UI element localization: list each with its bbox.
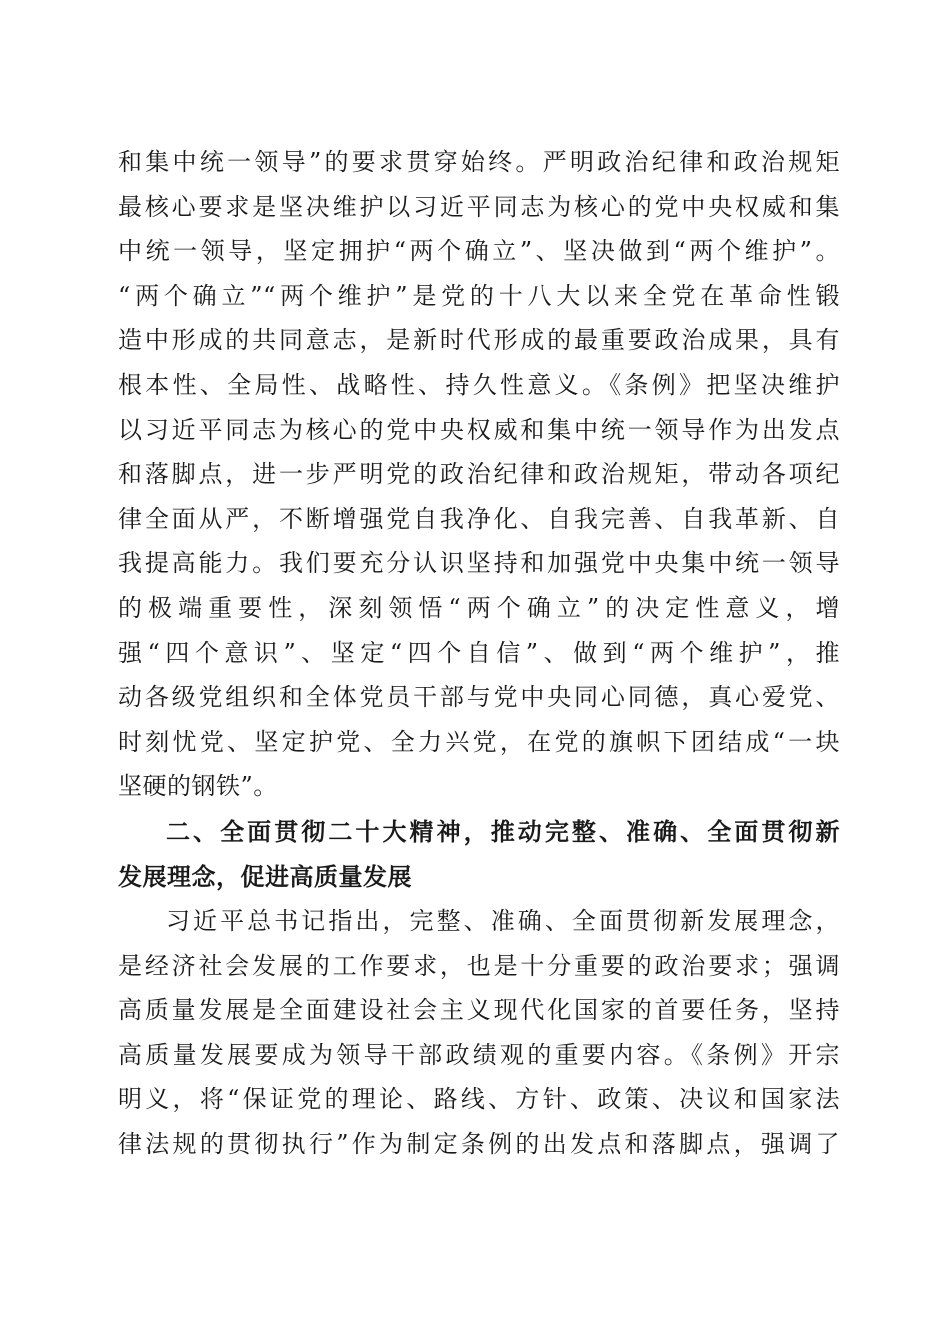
paragraph-line: 根本性、全局性、战略性、持久性意义。《条例》把坚决维护	[118, 370, 840, 399]
paragraph-line: 的极端重要性，深刻领悟“两个确立”的决定性意义，增	[118, 593, 840, 622]
paragraph-line: 时刻忧党、坚定护党、全力兴党，在党的旗帜下团结成“一块	[118, 727, 840, 756]
paragraph-line: 高质量发展要成为领导干部政绩观的重要内容。《条例》开宗	[118, 1040, 840, 1069]
paragraph-line: 律法规的贯彻执行”作为制定条例的出发点和落脚点，强调了	[118, 1129, 840, 1158]
heading-line: 发展理念，促进高质量发展	[118, 862, 412, 891]
paragraph-line: 习近平总书记指出，完整、准确、全面贯彻新发展理念，	[166, 907, 840, 935]
paragraph-line: 高质量发展是全面建设社会主义现代化国家的首要任务，坚持	[118, 996, 840, 1025]
paragraph-line: 是经济社会发展的工作要求，也是十分重要的政治要求；强调	[118, 951, 840, 980]
paragraph-line: 和集中统一领导”的要求贯穿始终。严明政治纪律和政治规矩	[118, 148, 840, 176]
paragraph-line: 我提高能力。我们要充分认识坚持和加强党中央集中统一领导	[118, 549, 840, 578]
paragraph-line: 律全面从严，不断增强党自我净化、自我完善、自我革新、自	[118, 504, 840, 533]
section-heading-2	[118, 810, 840, 899]
paragraph-line: 动各级党组织和全体党员干部与党中央同心同德，真心爱党、	[118, 683, 840, 712]
paragraph-line: 强“四个意识”、坚定“四个自信”、做到“两个维护”，推	[118, 638, 840, 667]
paragraph-line: 以习近平同志为核心的党中央权威和集中统一领导作为出发点	[118, 415, 840, 444]
body-paragraph-1	[118, 140, 840, 809]
paragraph-line: “两个确立”“两个维护”是党的十八大以来全党在革命性锻	[118, 281, 840, 310]
paragraph-line: 坚硬的钢铁”。	[118, 772, 278, 801]
body-paragraph-2	[118, 899, 840, 1167]
heading-line: 二、全面贯彻二十大精神，推动完整、准确、全面贯彻新	[166, 818, 840, 846]
paragraph-line: 中统一领导，坚定拥护“两个确立”、坚决做到“两个维护”。	[118, 237, 840, 266]
paragraph-line: 和落脚点，进一步严明党的政治纪律和政治规矩，带动各项纪	[118, 460, 840, 489]
paragraph-line: 明义，将“保证党的理论、路线、方针、政策、决议和国家法	[118, 1085, 840, 1114]
paragraph-line: 造中形成的共同意志，是新时代形成的最重要政治成果，具有	[118, 326, 840, 355]
paragraph-line: 最核心要求是坚决维护以习近平同志为核心的党中央权威和集	[118, 192, 840, 221]
